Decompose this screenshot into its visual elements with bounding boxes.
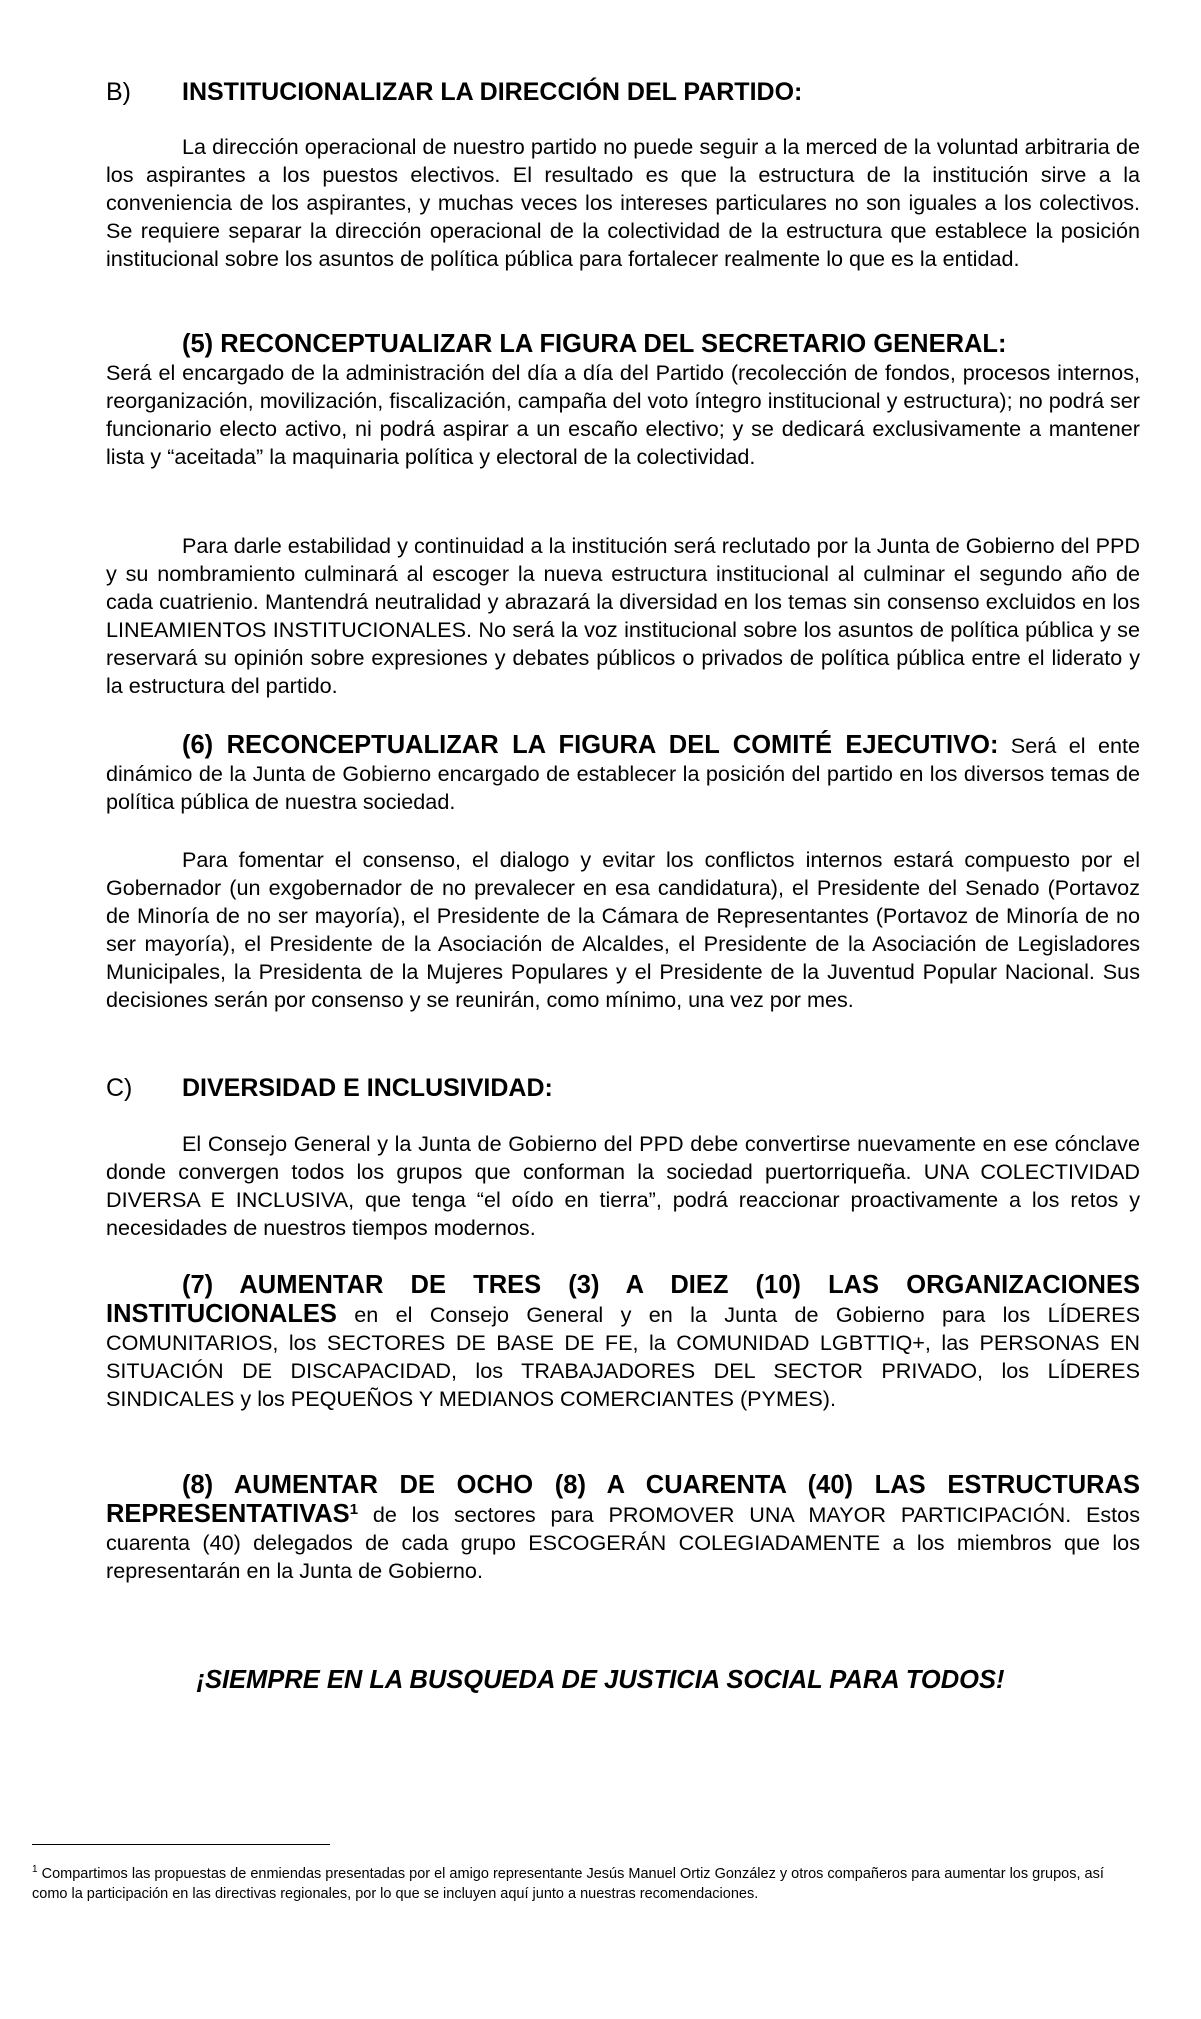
item-8-text: de los sectores para PROMOVER UNA MAYOR PARTICIPACIÓN. Estos cuarenta (40) delegados de cada grupo ESCOGERÁN COLEGIADAMENTE a los miembros que los representarán en la Junta de Gobierno.	[106, 1502, 1140, 1583]
item-8-title: (8) AUMENTAR DE OCHO (8) A CUARENTA (40) LAS ESTRUCTURAS REPRESENTATIVAS	[106, 1471, 1140, 1528]
section-b-letter: B)	[106, 78, 131, 106]
item-7-title: (7) AUMENTAR DE TRES (3) A DIEZ (10) LAS ORGANIZACIONES INSTITUCIONALES	[106, 1271, 1140, 1328]
item-7-text: en el Consejo General y en la Junta de Gobierno para los LÍDERES COMUNITARIOS, los SECTORES DE BASE DE FE, la COMUNIDAD LGBTTIQ+, las PERSONAS EN SITUACIÓN DE DISCAPACIDAD, los TRABAJADORES DEL SECTOR PRIVADO, los LÍDERES SINDICALES y los PEQUEÑOS Y MEDIANOS COMERCIANTES (PYMES).	[106, 1302, 1140, 1411]
footnote-mark: 1	[32, 1864, 38, 1876]
footnote-reference-mark: 1	[349, 1500, 359, 1518]
section-b-title: INSTITUCIONALIZAR LA DIRECCIÓN DEL PARTIDO:	[182, 78, 803, 106]
footnote-separator	[32, 1844, 330, 1845]
item-5-title: (5) RECONCEPTUALIZAR LA FIGURA DEL SECRETARIO GENERAL:	[182, 330, 1007, 358]
footnote	[32, 1864, 1142, 1904]
section-b-paragraph-1: La dirección operacional de nuestro partido no puede seguir a la merced de la voluntad arbitraria de los aspirantes a los puestos electivos. El resultado es que la estructura de la institución sirve a la conveniencia de los aspirantes, y muchas veces los intereses particulares no son iguales a los colectivos. Se requiere separar la dirección operacional de la colectividad de la estructura que establece la posición institucional sobre los asuntos de política pública para fortalecer realmente lo que es la entidad.	[106, 134, 1140, 271]
item-6-paragraph	[106, 731, 1140, 816]
item-8-paragraph	[106, 1471, 1140, 1585]
footnote-text: Compartimos las propuestas de enmiendas presentadas por el amigo representante Jesús Manuel Ortiz González y otros compañeros para aumentar los grupos, así como la participación en las directivas regionales, por lo que se incluyen aquí junto a nuestras recomendaciones.	[32, 1866, 1104, 1902]
section-b-paragraph-3: Para fomentar el consenso, el dialogo y evitar los conflictos internos estará compuesto por el Gobernador (un exgobernador de no prevalecer en esa candidatura), el Presidente del Senado (Portavoz de Minoría de no ser mayoría), el Presidente de la Cámara de Representantes (Portavoz de Minoría de no ser mayoría), el Presidente de la Asociación de Alcaldes, el Presidente de la Asociación de Legisladores Municipales, la Presidenta de la Mujeres Populares y el Presidente de la Juventud Popular Nacional. Sus decisiones serán por consenso y se reunirán, como mínimo, una vez por mes.	[106, 847, 1140, 1012]
section-c-title: DIVERSIDAD E INCLUSIVIDAD:	[182, 1074, 553, 1102]
item-7-paragraph	[106, 1271, 1140, 1413]
item-6-text: Será el ente dinámico de la Junta de Gobierno encargado de establecer la posición del partido en los diversos temas de política pública de nuestra sociedad.	[106, 733, 1140, 814]
section-b-paragraph-2: Para darle estabilidad y continuidad a la institución será reclutado por la Junta de Gobierno del PPD y su nombramiento culminará al escoger la nueva estructura institucional al culminar el segundo año de cada cuatrienio. Mantendrá neutralidad y abrazará la diversidad en los temas sin consenso excluidos en los LINEAMIENTOS INSTITUCIONALES. No será la voz institucional sobre los asuntos de política pública y se reservará su opinión sobre expresiones y debates públicos o privados de política pública entre el liderato y la estructura del partido.	[106, 533, 1140, 698]
item-5-text: Será el encargado de la administración del día a día del Partido (recolección de fondos, procesos internos, reorganización, movilización, fiscalización, campaña del voto íntegro institucional y estructura); no podrá ser funcionario electo activo, ni podrá aspirar a un escaño electivo; y se dedicará exclusivamente a mantener lista y “aceitada” la maquinaria política y electoral de la colectividad.	[106, 360, 1140, 469]
item-5-paragraph	[106, 330, 1140, 471]
section-c-paragraph-1: El Consejo General y la Junta de Gobierno del PPD debe convertirse nuevamente en ese cónclave donde convergen todos los grupos que conforman la sociedad puertorriqueña. UNA COLECTIVIDAD DIVERSA E INCLUSIVA, que tenga “el oído en tierra”, podrá reaccionar proactivamente a los retos y necesidades de nuestros tiempos modernos.	[106, 1131, 1140, 1240]
section-b-heading	[106, 76, 1106, 108]
section-c-letter: C)	[106, 1074, 133, 1102]
item-6-title: (6) RECONCEPTUALIZAR LA FIGURA DEL COMITÉ EJECUTIVO:	[182, 731, 999, 759]
closing-slogan: ¡SIEMPRE EN LA BUSQUEDA DE JUSTICIA SOCIAL PARA TODOS!	[196, 1666, 1005, 1694]
section-c-heading	[106, 1072, 1106, 1104]
